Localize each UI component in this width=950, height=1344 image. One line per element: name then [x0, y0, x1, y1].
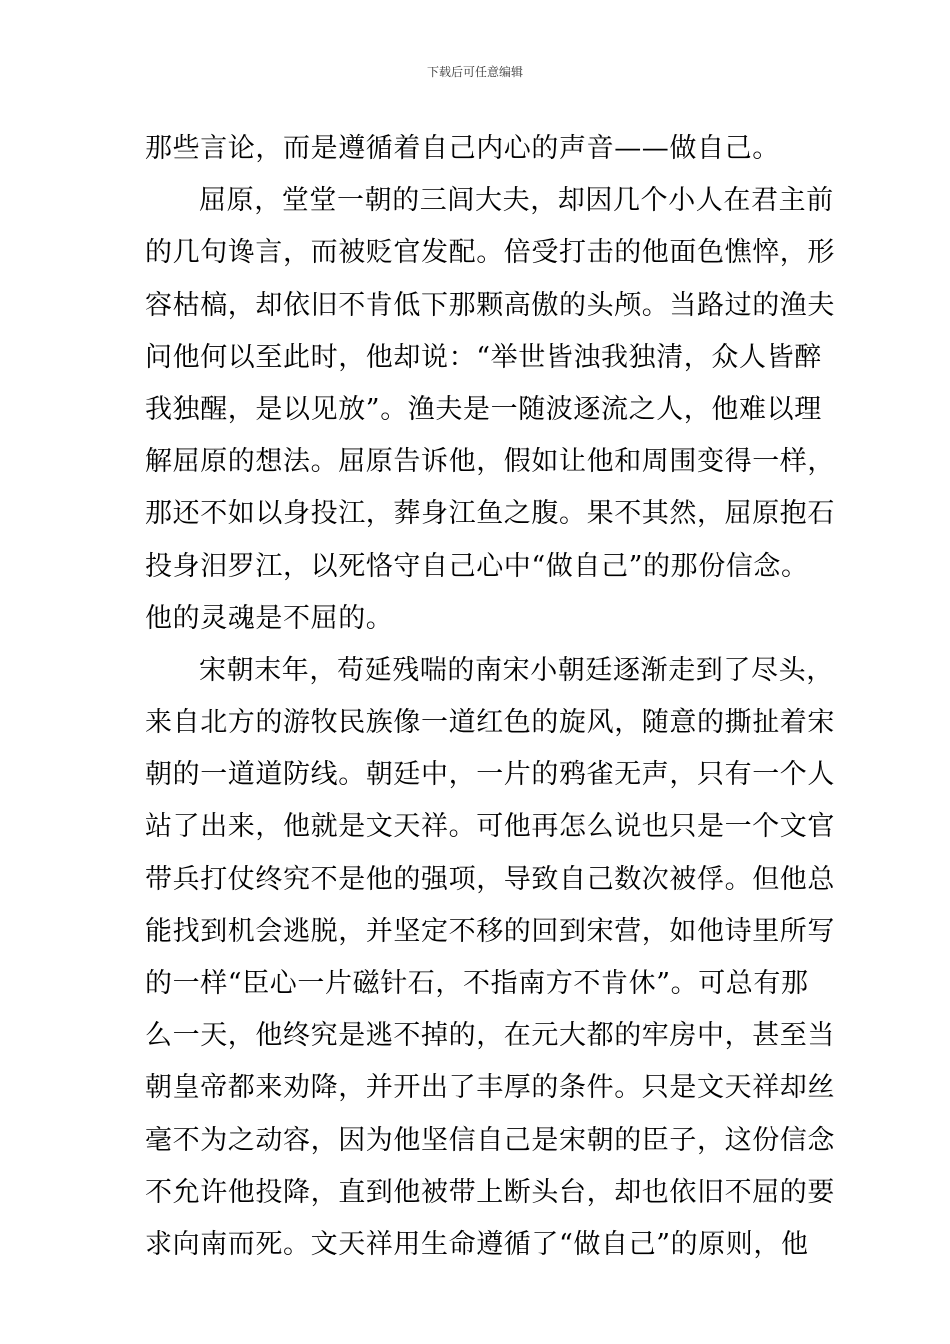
text-line: 带兵打仗终究不是他的强项，导致自己数次被俘。但他总 — [145, 863, 835, 895]
text-line: 能找到机会逃脱，并坚定不移的回到宋营，如他诗里所写 — [145, 915, 835, 947]
text-line: 么一天，他终究是逃不掉的，在元大都的牢房中，甚至当 — [145, 1020, 835, 1052]
text-line: 那还不如以身投江，葬身江鱼之腹。果不其然，屈原抱石 — [145, 498, 835, 530]
text-line: 那些言论，而是遵循着自己内心的声音——做自己。 — [145, 133, 780, 164]
text-line: 不允许他投降，直到他被带上断头台，却也依旧不屈的要 — [145, 1176, 835, 1208]
text-line: 求向南而死。文天祥用生命遵循了“做自己”的原则，他 — [145, 1228, 809, 1260]
text-line: 容枯槁，却依旧不肯低下那颗高傲的头颅。当路过的渔夫 — [145, 289, 835, 321]
text-line: 站了出来，他就是文天祥。可他再怎么说也只是一个文官 — [145, 811, 835, 843]
text-line: 宋朝末年，苟延残喘的南宋小朝廷逐渐走到了尽头， — [199, 654, 834, 686]
text-line: 问他何以至此时，他却说：“举世皆浊我独清，众人皆醉 — [145, 341, 822, 373]
text-line: 的几句谗言，而被贬官发配。倍受打击的他面色憔悴，形 — [145, 237, 835, 269]
text-line: 我独醒，是以见放”。渔夫是一随波逐流之人，他难以理 — [145, 393, 822, 425]
text-line: 毫不为之动容，因为他坚信自己是宋朝的臣子，这份信念 — [145, 1124, 835, 1156]
text-line: 的一样“臣心一片磁针石，不指南方不肯休”。可总有那 — [145, 968, 809, 999]
text-line: 来自北方的游牧民族像一道红色的旋风，随意的撕扯着宋 — [145, 707, 835, 739]
header-note: 下载后可任意编辑 — [426, 65, 523, 79]
text-line: 投身汨罗江，以死恪守自己心中“做自己”的那份信念。 — [145, 550, 809, 582]
text-line: 他的灵魂是不屈的。 — [145, 602, 394, 634]
text-line: 朝皇帝都来劝降，并开出了丰厚的条件。只是文天祥却丝 — [145, 1072, 835, 1104]
text-line: 朝的一道道防线。朝廷中，一片的鸦雀无声，只有一个人 — [145, 759, 835, 791]
document-body — [145, 123, 835, 1271]
text-line: 屈原，堂堂一朝的三闾大夫，却因几个小人在君主前 — [199, 185, 834, 217]
text-line: 解屈原的想法。屈原告诉他，假如让他和周围变得一样， — [145, 446, 835, 478]
